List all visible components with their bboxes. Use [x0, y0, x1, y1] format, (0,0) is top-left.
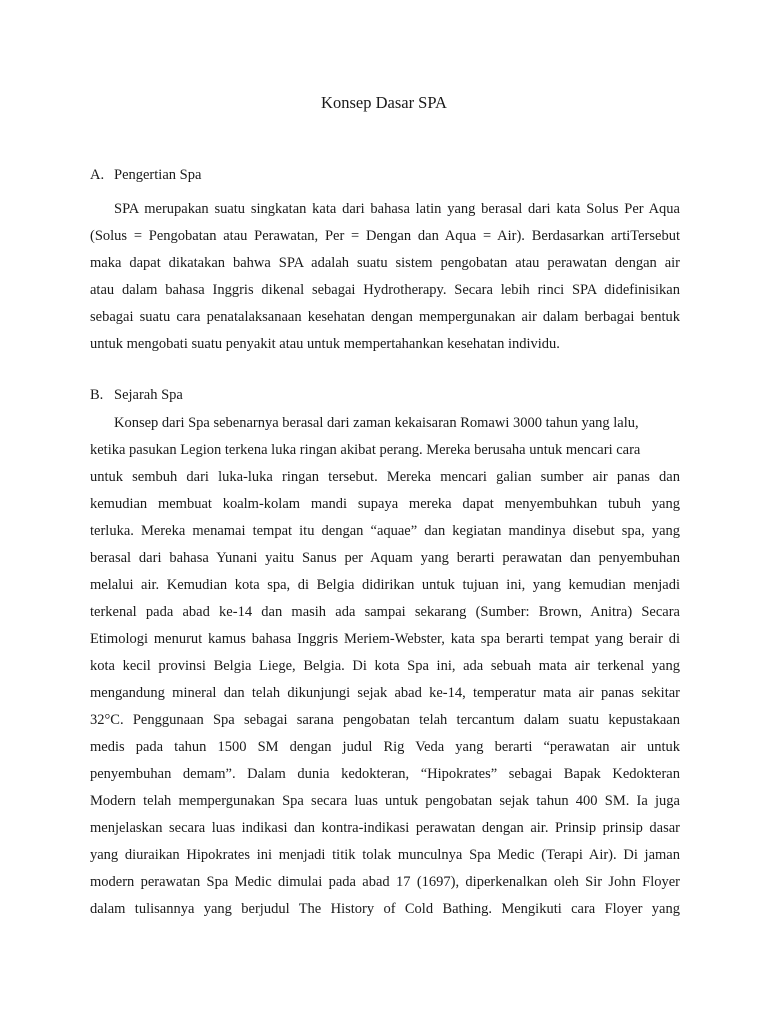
paragraph-line: dalam tulisannya yang berjudul The History of Cold Bathing. Mengikuti cara Floyer yang — [90, 901, 680, 917]
paragraph-pengertian — [90, 196, 680, 358]
paragraph-line: medis pada tahun 1500 SM dengan judul Rig Veda yang berarti “perawatan air untuk — [90, 739, 680, 755]
paragraph-line: berasal dari bahasa Yunani yaitu Sanus per Aquam yang berarti perawatan dan penyembuhan — [90, 550, 680, 566]
paragraph-line: untuk mengobati suatu penyakit atau untuk mempertahankan kesehatan individu. — [90, 336, 560, 352]
paragraph-line: Modern telah mempergunakan Spa secara luas untuk pengobatan sejak tahun 400 SM. Ia juga — [90, 793, 680, 809]
section-letter: B. — [90, 387, 104, 403]
paragraph-line: 32°C. Penggunaan Spa sebagai sarana pengobatan telah tercantum dalam suatu kepustakaan — [90, 712, 680, 728]
paragraph-line: modern perawatan Spa Medic dimulai pada abad 17 (1697), diperkenalkan oleh Sir John Floyer — [90, 874, 680, 890]
paragraph-line: Etimologi menurut kamus bahasa Inggris Meriem-Webster, kata spa berarti tempat yang berair di — [90, 631, 680, 647]
paragraph-line: kemudian membuat koalm-kolam mandi supaya mereka dapat menyembuhkan tubuh yang — [90, 496, 680, 512]
paragraph-line: ketika pasukan Legion terkena luka ringan akibat perang. Mereka berusaha untuk mencari cara — [90, 442, 641, 458]
paragraph-sejarah — [90, 410, 680, 923]
paragraph-line: mengandung mineral dan telah dikunjungi sejak abad ke-14, temperatur mata air panas sekitar — [90, 685, 680, 701]
paragraph-line: yang diuraikan Hipokrates ini menjadi titik tolak munculnya Spa Medic (Terapi Air). Di jaman — [90, 847, 680, 863]
paragraph-line: Konsep dari Spa sebenarnya berasal dari zaman kekaisaran Romawi 3000 tahun yang lalu, — [114, 415, 639, 431]
section-letter: A. — [90, 167, 105, 183]
section-heading-pengertian — [90, 165, 201, 185]
section-heading-text: Sejarah Spa — [114, 387, 183, 403]
section-heading-sejarah — [90, 385, 183, 405]
paragraph-line: penyembuhan demam”. Dalam dunia kedokteran, “Hipokrates” sebagai Bapak Kedokteran — [90, 766, 680, 782]
paragraph-line: terkenal pada abad ke-14 dan masih ada sampai sekarang (Sumber: Brown, Anitra) Secara — [90, 604, 680, 620]
paragraph-line: sebagai suatu cara penatalaksanaan kesehatan dengan mempergunakan air dalam berbagai bentuk — [90, 309, 680, 325]
document-title: Konsep Dasar SPA — [321, 93, 447, 112]
paragraph-line: untuk sembuh dari luka-luka ringan tersebut. Mereka mencari galian sumber air panas dan — [90, 469, 680, 485]
paragraph-line: SPA merupakan suatu singkatan kata dari bahasa latin yang berasal dari kata Solus Per Aqua — [114, 201, 680, 217]
section-heading-text: Pengertian Spa — [114, 167, 202, 183]
paragraph-line: kota kecil provinsi Belgia Liege, Belgia. Di kota Spa ini, ada sebuah mata air terkenal yang — [90, 658, 680, 674]
paragraph-line: melalui air. Kemudian kota spa, di Belgia didirikan untuk tujuan ini, yang kemudian menjadi — [90, 577, 680, 593]
paragraph-line: (Solus = Pengobatan atau Perawatan, Per = Dengan dan Aqua = Air). Berdasarkan artiTersebut — [90, 228, 680, 244]
paragraph-line: terluka. Mereka menamai tempat itu dengan “aquae” dan kegiatan mandinya disebut spa, yang — [90, 523, 680, 539]
paragraph-line: maka dapat dikatakan bahwa SPA adalah suatu sistem pengobatan atau perawatan dengan air — [90, 255, 680, 271]
paragraph-line: menjelaskan secara luas indikasi dan kontra-indikasi perawatan dengan air. Prinsip prinsip dasar — [90, 820, 680, 836]
paragraph-line: atau dalam bahasa Inggris dikenal sebagai Hydrotherapy. Secara lebih rinci SPA didefinisikan — [90, 282, 680, 298]
